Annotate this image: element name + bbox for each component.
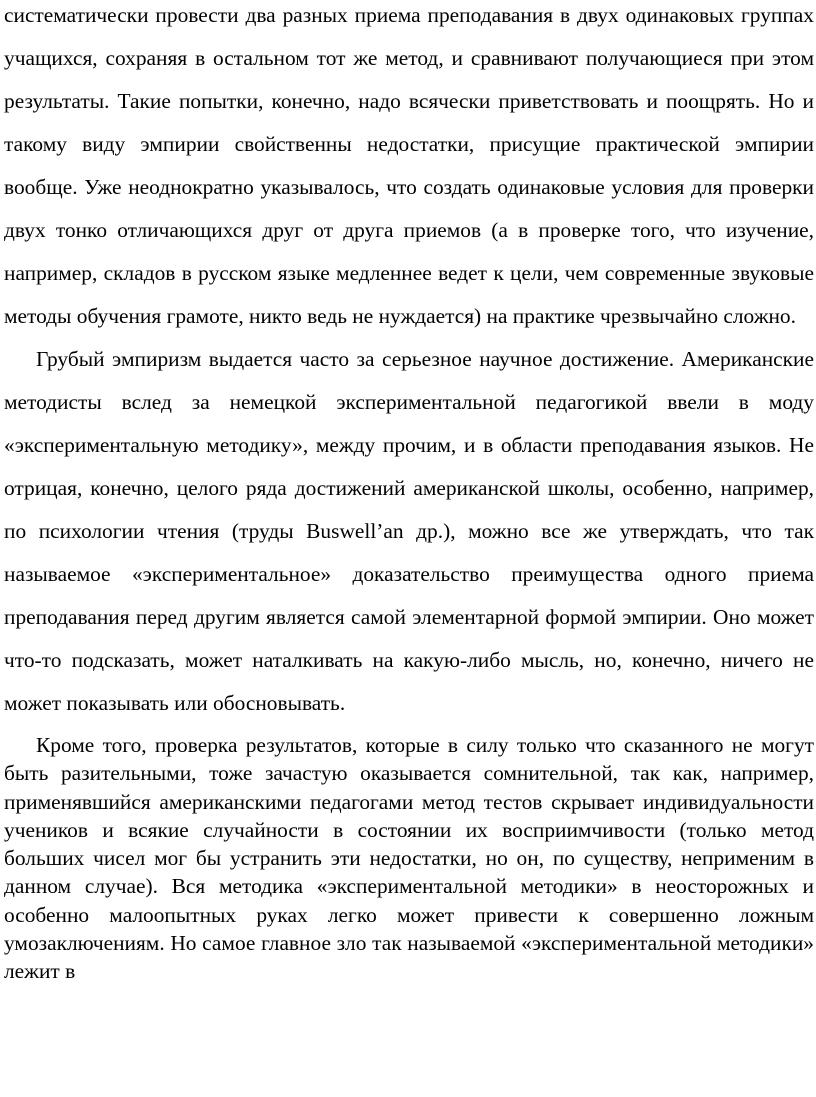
paragraph-3: Кроме того, проверка результатов, которые в силу только что сказанного не могут быть разительными, тоже зачастую оказывается сомнительной, так как, например, применявшийся американскими педагогами метод тестов скрывает индивидуальности учеников и всякие случайности в состоянии их восприимчивости (только метод больших чисел мог бы устранить эти недостатки, но он, по существу, неприменим в данном случае). Вся методика «экспериментальной методики» в неосторожных и особенно малоопытных руках легко может привести к совершенно ложным умозаключениям. Но самое главное зло так называемой «экспериментальной методики» лежит в: [4, 733, 814, 984]
paragraph-1: систематически провести два разных приема преподавания в двух одинаковых группах учащихся, сохраняя в остальном тот же метод, и сравнивают получающиеся при этом результаты. Такие попытки, конечно, надо всячески приветствовать и поощрять. Но и такому виду эмпирии свойственны недостатки, присущие практической эмпирии вообще. Уже неоднократно указывалось, что создать одинаковые условия для проверки двух тонко отличающихся друг от друга приемов (а в проверке того, что изучение, например, складов в русском языке медленнее ведет к цели, чем современные звуковые методы обучения грамоте, никто ведь не нуждается) на практике чрезвычайно сложно.: [4, 3, 814, 328]
paragraph-2: Грубый эмпиризм выдается часто за серьезное научное достижение. Американские методисты вслед за немецкой экспериментальной педагогикой ввели в моду «экспериментальную методику», между прочим, и в области преподавания языков. Не отрицая, конечно, целого ряда достижений американской школы, особенно, например, по психологии чтения (труды Buswell’an др.), можно все же утверждать, что так называемое «экспериментальное» доказательство преимущества одного приема преподавания перед другим является самой элементарной формой эмпирии. Оно может что-то подсказать, может наталкивать на какую-либо мысль, но, конечно, ничего не может показывать или обосновывать.: [4, 347, 814, 715]
